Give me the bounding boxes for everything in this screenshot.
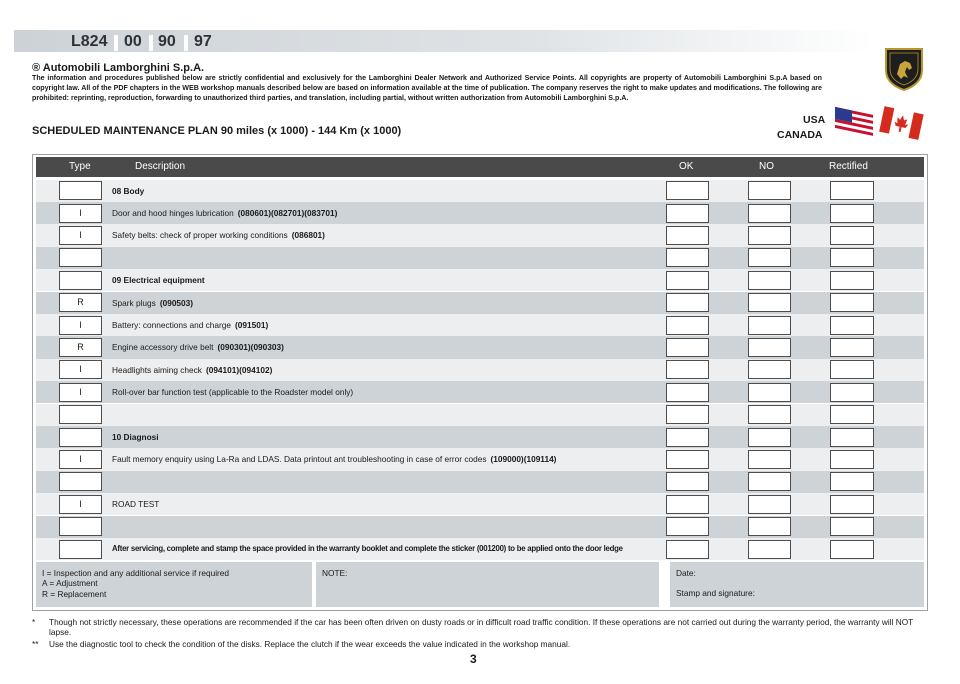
no-checkbox[interactable] bbox=[748, 293, 791, 312]
note-box[interactable] bbox=[316, 562, 659, 607]
ok-checkbox[interactable] bbox=[666, 204, 709, 223]
footnote-recommended bbox=[32, 617, 937, 637]
description-text: Battery: connections and charge bbox=[112, 319, 231, 330]
description-cell bbox=[112, 320, 268, 330]
page-number: 3 bbox=[470, 652, 477, 666]
operation-code: (091501) bbox=[235, 319, 269, 330]
ok-checkbox[interactable] bbox=[666, 360, 709, 379]
date-signature-box[interactable] bbox=[670, 562, 924, 607]
rectified-checkbox[interactable] bbox=[830, 316, 874, 335]
note-label: NOTE: bbox=[322, 568, 348, 578]
table-row bbox=[36, 247, 924, 269]
rectified-checkbox[interactable] bbox=[830, 204, 874, 223]
ok-checkbox[interactable] bbox=[666, 472, 709, 491]
footnote-mark: * bbox=[32, 617, 36, 627]
rectified-checkbox[interactable] bbox=[830, 472, 874, 491]
footnote-mark: ** bbox=[32, 639, 39, 649]
no-checkbox[interactable] bbox=[748, 450, 791, 469]
operation-code: (094101)(094102) bbox=[205, 364, 273, 375]
rectified-checkbox[interactable] bbox=[830, 181, 874, 200]
ok-checkbox[interactable] bbox=[666, 181, 709, 200]
no-checkbox[interactable] bbox=[748, 517, 791, 536]
rectified-checkbox[interactable] bbox=[830, 540, 874, 559]
operation-code: (086801) bbox=[291, 230, 325, 241]
type-cell bbox=[59, 181, 102, 200]
table-row bbox=[36, 269, 924, 291]
code-separator bbox=[114, 35, 118, 51]
ok-checkbox[interactable] bbox=[666, 540, 709, 559]
description-cell bbox=[112, 298, 193, 308]
rectified-checkbox[interactable] bbox=[830, 428, 874, 447]
rectified-checkbox[interactable] bbox=[830, 271, 874, 290]
doc-code-section: 90 bbox=[158, 33, 176, 50]
canada-flag-icon bbox=[878, 102, 924, 148]
page-title: SCHEDULED MAINTENANCE PLAN 90 miles (x 1000) - 144 Km (x 1000) bbox=[32, 125, 402, 137]
table-row bbox=[36, 202, 924, 224]
rectified-checkbox[interactable] bbox=[830, 405, 874, 424]
type-cell: R bbox=[59, 338, 102, 357]
ok-checkbox[interactable] bbox=[666, 271, 709, 290]
ok-checkbox[interactable] bbox=[666, 495, 709, 514]
doc-code-group: 00 bbox=[124, 33, 142, 50]
table-row bbox=[36, 471, 924, 493]
lamborghini-shield-logo bbox=[883, 46, 925, 92]
table-row bbox=[36, 381, 924, 403]
table-row bbox=[36, 314, 924, 336]
rectified-checkbox[interactable] bbox=[830, 226, 874, 245]
type-cell: I bbox=[59, 495, 102, 514]
country-canada: CANADA bbox=[777, 129, 823, 141]
no-checkbox[interactable] bbox=[748, 316, 791, 335]
country-usa: USA bbox=[803, 114, 826, 126]
type-cell bbox=[59, 248, 102, 267]
type-cell bbox=[59, 472, 102, 491]
date-label: Date: bbox=[676, 568, 696, 578]
description-cell bbox=[112, 230, 325, 240]
type-cell bbox=[59, 517, 102, 536]
column-header-description: Description bbox=[135, 161, 186, 172]
table-row bbox=[36, 493, 924, 515]
description-cell bbox=[112, 499, 159, 509]
description-cell bbox=[112, 342, 284, 352]
type-cell bbox=[59, 271, 102, 290]
type-cell: I bbox=[59, 450, 102, 469]
company-name: ® Automobili Lamborghini S.p.A. bbox=[32, 62, 205, 74]
rectified-checkbox[interactable] bbox=[830, 248, 874, 267]
ok-checkbox[interactable] bbox=[666, 428, 709, 447]
type-cell: I bbox=[59, 226, 102, 245]
section-heading bbox=[112, 432, 159, 442]
operation-code: (090503) bbox=[159, 297, 194, 308]
legend-adjustment: A = Adjustment bbox=[42, 578, 98, 589]
description-text: Engine accessory drive belt bbox=[112, 342, 214, 353]
no-checkbox[interactable] bbox=[748, 428, 791, 447]
table-row bbox=[36, 426, 924, 448]
footnote-text: Though not strictly necessary, these operations are recommended if the car has been often driven on dusty roads or in difficult road traffic condition. If these operations are not carried out during the warranty period, the warranty will NOT lapse. bbox=[49, 617, 914, 637]
description-text: Safety belts: check of proper working conditions bbox=[112, 230, 288, 241]
no-checkbox[interactable] bbox=[748, 405, 791, 424]
operation-code: (090301)(090303) bbox=[217, 342, 284, 353]
type-cell bbox=[59, 540, 102, 559]
description-text: 10 Diagnosi bbox=[112, 431, 159, 442]
description-cell bbox=[112, 387, 353, 397]
type-cell: I bbox=[59, 316, 102, 335]
table-row bbox=[36, 359, 924, 381]
table-header bbox=[36, 157, 924, 177]
table-row bbox=[36, 292, 924, 314]
type-cell bbox=[59, 428, 102, 447]
type-cell: I bbox=[59, 204, 102, 223]
no-checkbox[interactable] bbox=[748, 472, 791, 491]
ok-checkbox[interactable] bbox=[666, 248, 709, 267]
description-text: Door and hood hinges lubrication bbox=[112, 207, 234, 218]
description-cell bbox=[112, 208, 337, 218]
description-text: Fault memory enquiry using La-Ra and LDAS. Data printout ant troubleshooting in case of error codes bbox=[112, 454, 487, 465]
code-separator bbox=[184, 35, 188, 51]
column-header-no: NO bbox=[759, 161, 774, 172]
description-text: Spark plugs bbox=[112, 297, 156, 308]
description-text: 09 Electrical equipment bbox=[112, 275, 205, 286]
description-cell bbox=[112, 454, 556, 464]
description-text: After servicing, complete and stamp the space provided in the warranty booklet and complete the sticker (001200) to be applied onto the door ledge bbox=[112, 543, 623, 553]
operation-code: (080601)(082701)(083701) bbox=[237, 207, 338, 218]
rectified-checkbox[interactable] bbox=[830, 383, 874, 402]
legend-replacement: R = Replacement bbox=[42, 588, 107, 599]
document-code-bar bbox=[14, 30, 874, 52]
description-text: 08 Body bbox=[112, 185, 145, 196]
type-cell: R bbox=[59, 293, 102, 312]
no-checkbox[interactable] bbox=[748, 271, 791, 290]
table-row bbox=[36, 224, 924, 246]
legend-box bbox=[36, 562, 312, 607]
no-checkbox[interactable] bbox=[748, 248, 791, 267]
description-text: Headlights aiming check bbox=[112, 364, 202, 375]
description-cell bbox=[112, 544, 623, 553]
ok-checkbox[interactable] bbox=[666, 450, 709, 469]
usa-flag-icon bbox=[831, 104, 875, 144]
rectified-checkbox[interactable] bbox=[830, 495, 874, 514]
table-row bbox=[36, 516, 924, 538]
doc-code-model: L824 bbox=[71, 33, 108, 50]
ok-checkbox[interactable] bbox=[666, 226, 709, 245]
section-heading bbox=[112, 275, 205, 285]
rectified-checkbox[interactable] bbox=[830, 360, 874, 379]
rectified-checkbox[interactable] bbox=[830, 450, 874, 469]
table-row bbox=[36, 404, 924, 426]
description-cell bbox=[112, 365, 272, 375]
no-checkbox[interactable] bbox=[748, 181, 791, 200]
confidentiality-notice: The information and procedures published below are strictly confidential and exclusively for the Lamborghini Dealer Network and Authorized Service Points. All copyrights are property of Automobili Lamborghini S.p.A based on copyright law. All of the PDF chapters in the WEB workshop manuals described below are based on information available at the time of publication. The company reserves the right to make updates and modifications. The following are prohibited: reprinting, reproduction, forwarding to unauthorized third parties, and translation, including partial, without written authorization from Automobili Lamborghini S.p.A. bbox=[32, 74, 822, 102]
legend-inspection: I = Inspection and any additional service if required bbox=[42, 568, 230, 578]
description-text: Roll-over bar function test (applicable to the Roadster model only) bbox=[112, 387, 354, 398]
column-header-type: Type bbox=[69, 161, 91, 172]
column-header-ok: OK bbox=[679, 161, 694, 172]
ok-checkbox[interactable] bbox=[666, 517, 709, 536]
no-checkbox[interactable] bbox=[748, 360, 791, 379]
rectified-checkbox[interactable] bbox=[830, 293, 874, 312]
description-text: ROAD TEST bbox=[112, 499, 160, 510]
footnote-diagnostic bbox=[32, 639, 937, 649]
type-cell bbox=[59, 405, 102, 424]
type-cell: I bbox=[59, 360, 102, 379]
rectified-checkbox[interactable] bbox=[830, 338, 874, 357]
stamp-signature-label: Stamp and signature: bbox=[676, 588, 755, 599]
ok-checkbox[interactable] bbox=[666, 293, 709, 312]
footnote-text: Use the diagnostic tool to check the condition of the disks. Replace the clutch if the wear exceeds the value indicated in the workshop manual. bbox=[49, 639, 571, 649]
no-checkbox[interactable] bbox=[748, 204, 791, 223]
operation-code: (109000)(109114) bbox=[490, 454, 557, 465]
table-row bbox=[36, 538, 924, 560]
ok-checkbox[interactable] bbox=[666, 405, 709, 424]
rectified-checkbox[interactable] bbox=[830, 517, 874, 536]
column-header-rectified: Rectified bbox=[829, 161, 868, 172]
code-separator bbox=[149, 35, 153, 51]
no-checkbox[interactable] bbox=[748, 495, 791, 514]
no-checkbox[interactable] bbox=[748, 383, 791, 402]
table-row bbox=[36, 448, 924, 470]
doc-code-page: 97 bbox=[194, 33, 212, 50]
no-checkbox[interactable] bbox=[748, 338, 791, 357]
ok-checkbox[interactable] bbox=[666, 338, 709, 357]
section-heading bbox=[112, 186, 144, 196]
ok-checkbox[interactable] bbox=[666, 383, 709, 402]
table-row bbox=[36, 180, 924, 202]
no-checkbox[interactable] bbox=[748, 540, 791, 559]
table-row bbox=[36, 336, 924, 358]
no-checkbox[interactable] bbox=[748, 226, 791, 245]
type-cell: I bbox=[59, 383, 102, 402]
ok-checkbox[interactable] bbox=[666, 316, 709, 335]
